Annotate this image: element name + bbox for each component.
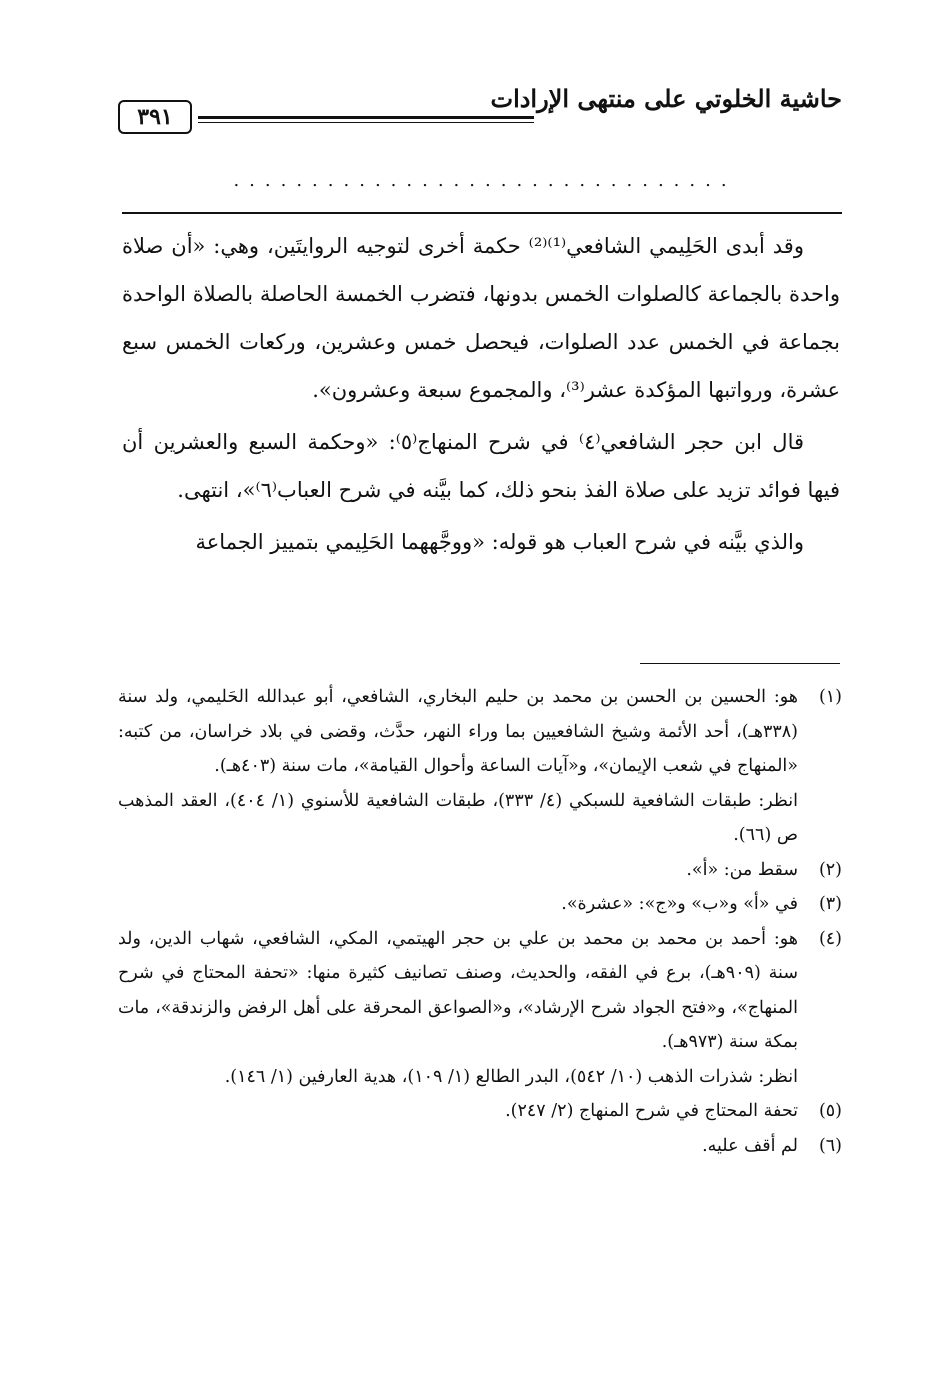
footnote-1 <box>118 680 842 784</box>
separator-dots: ................................ <box>233 170 737 191</box>
footnote-text: سقط من: «أ». <box>686 859 798 880</box>
footnote-number: (٣) <box>818 894 842 914</box>
main-text <box>122 222 840 570</box>
footnote-5 <box>118 1094 842 1129</box>
footnote-separator <box>640 663 840 664</box>
footnote-text: هو: الحسين بن الحسن بن محمد بن حليم البخاري، الشافعي، أبو عبدالله الحَليمي، ولد سنة (٣٣٨هـ)، أحد الأئمة وشيخ الشافعيين بما وراء النهر، حدَّث، وقضى في بلاد خراسان، من كتبه: «المنهاج في شعب الإيمان»، و«آيات الساعة وأحوال القيامة»، مات سنة (٤٠٣هـ). <box>118 687 798 776</box>
footnote-text: في «أ» و«ب» و«ج»: «عشرة». <box>561 894 798 914</box>
footnote-number: (٥) <box>818 1101 842 1121</box>
footnotes <box>118 680 842 1163</box>
footnote-number: (٢) <box>818 859 842 880</box>
footnote-4 <box>118 922 842 1060</box>
paragraph-1: وقد أبدى الحَلِيمي الشافعي⁽¹⁾⁽²⁾ حكمة أخرى لتوجيه الروايتَين، وهي: «أن صلاة واحدة بالجماعة كالصلوات الخمس بدونها، فتضرب الخمسة الحاصلة بالصلاة الواحدة بجماعة في الخمس عدد الصلوات، فيحصل خمس وعشرين، وركعات الخمس سبع عشرة، ورواتبها المؤكدة عشر⁽³⁾، والمجموع سبعة وعشرون». <box>122 234 840 402</box>
footnote-number: (١) <box>818 687 842 707</box>
header-rule <box>198 116 534 123</box>
page-number: ٣٩١ <box>118 100 192 134</box>
footnote-6 <box>118 1129 842 1164</box>
footnote-text: لم أقف عليه. <box>702 1135 798 1156</box>
footnote-1-references: انظر: طبقات الشافعية للسبكي (٤/ ٣٣٣)، طبقات الشافعية للأسنوي (١/ ٤٠٤)، العقد المذهب ص (٦٦). <box>118 790 799 845</box>
footnote-number: (٦) <box>818 1135 842 1156</box>
paragraph-3: والذي بيَّنه في شرح العباب هو قوله: «ووجَّههما الحَلِيمي بتمييز الجماعة <box>195 530 804 554</box>
footnote-text: تحفة المحتاج في شرح المنهاج (٢/ ٢٤٧). <box>505 1101 798 1121</box>
text-top-rule <box>122 212 842 214</box>
book-title: حاشية الخلوتي على منتهى الإرادات <box>490 84 842 113</box>
footnote-text: هو: أحمد بن محمد بن محمد بن علي بن حجر الهيتمي، المكي، الشافعي، شهاب الدين، ولد سنة (٩٠٩هـ)، برع في الفقه، والحديث، وصنف تصانيف كثيرة منها: «تحفة المحتاج في شرح المنهاج»، و«فتح الجواد شرح الإرشاد»، و«الصواعق المحرقة على أهل الرفض والزندقة»، مات بمكة سنة (٩٧٣هـ). <box>118 928 798 1052</box>
paragraph-2: قال ابن حجر الشافعي⁽٤⁾ في شرح المنهاج⁽٥⁾: «وحكمة السبع والعشرين أن فيها فوائد تزيد على صلاة الفذ بنحو ذلك، كما بيَّنه في شرح العباب⁽٦⁾»، انتهى. <box>122 430 840 502</box>
footnote-4-references: انظر: شذرات الذهب (١٠/ ٥٤٢)، البدر الطالع (١/ ١٠٩)، هدية العارفين (١/ ١٤٦). <box>224 1066 798 1087</box>
footnote-number: (٤) <box>818 928 842 949</box>
footnote-2 <box>118 853 842 888</box>
footnote-3 <box>118 887 842 922</box>
page-header <box>118 78 842 128</box>
